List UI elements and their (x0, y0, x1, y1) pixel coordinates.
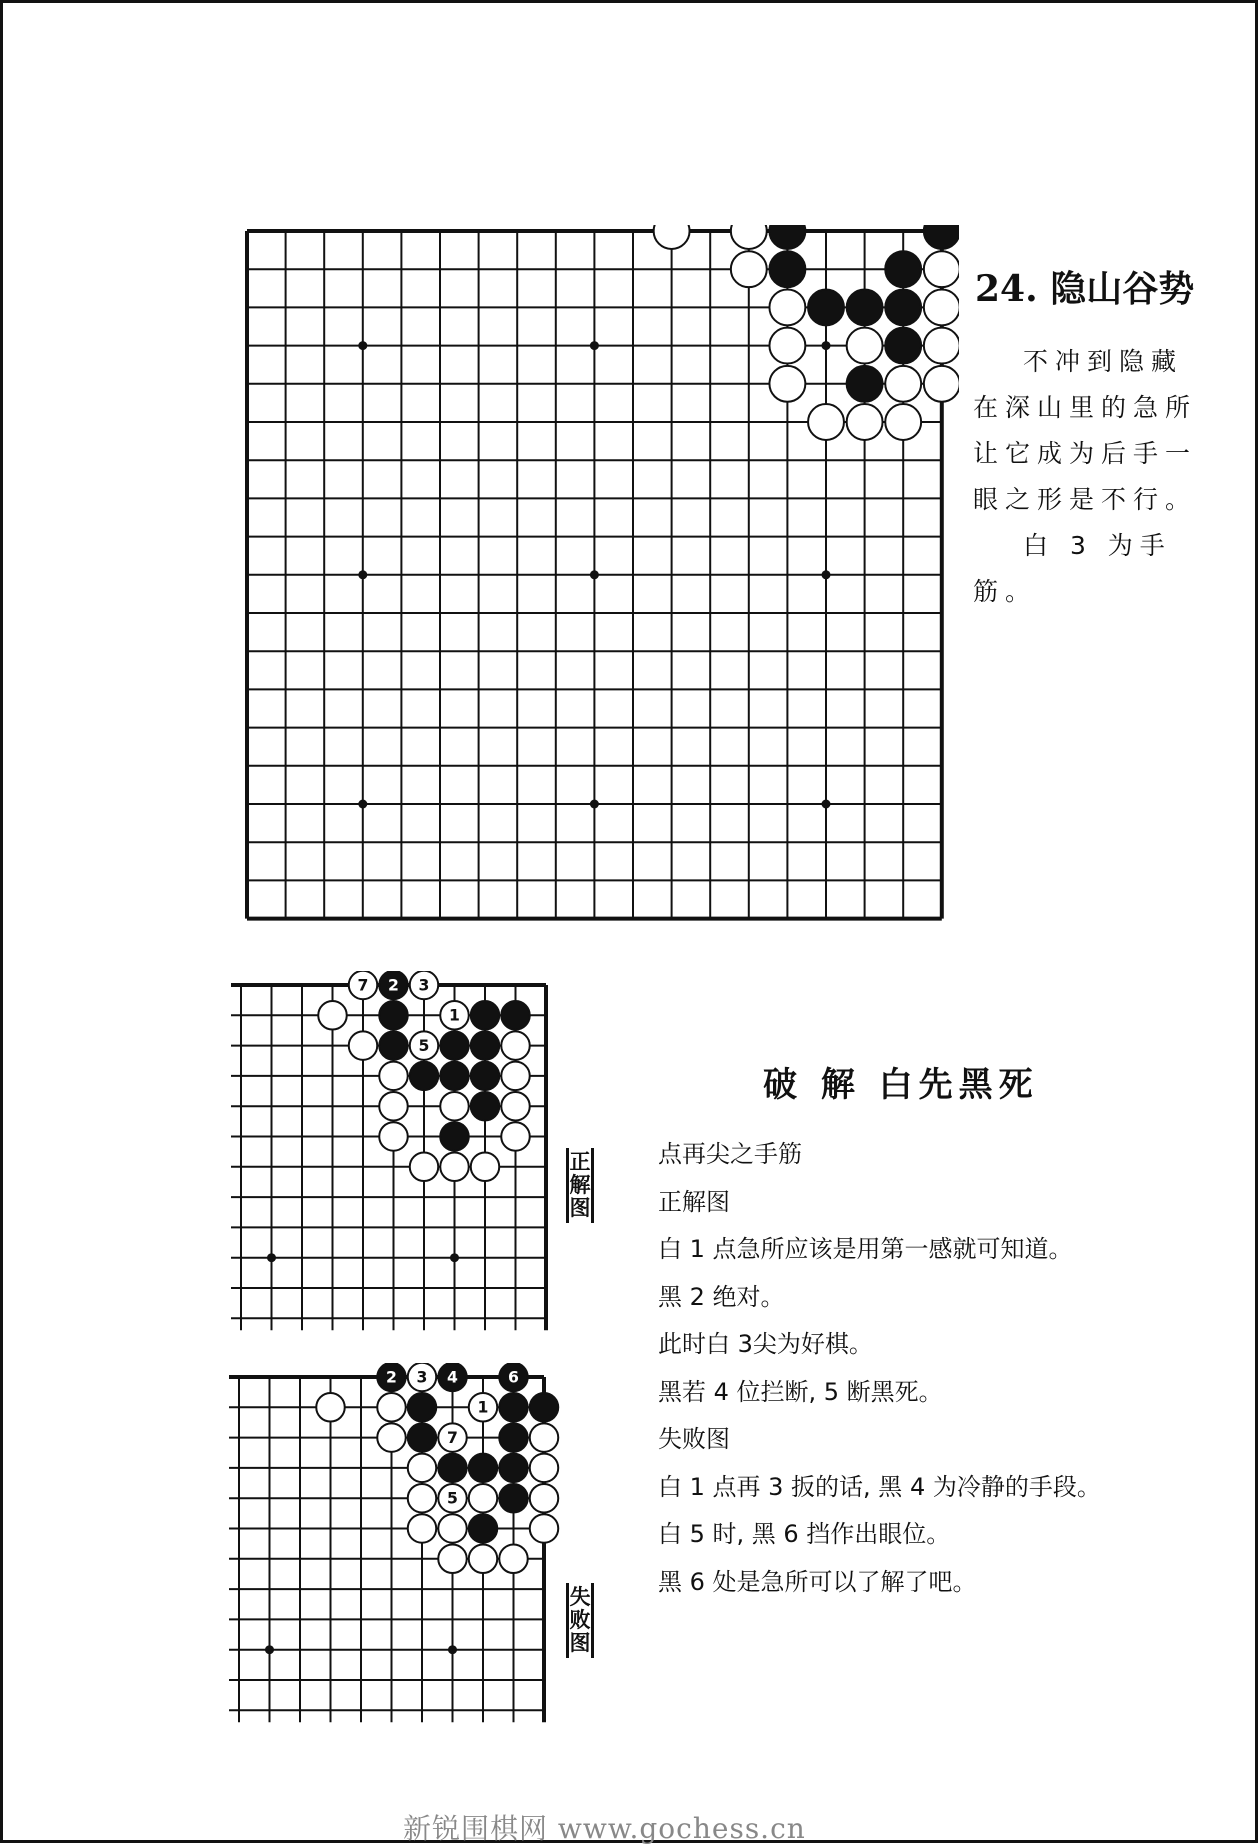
problem-description (973, 339, 1209, 615)
star-point (358, 570, 367, 579)
commentary-line: 黑若 4 位拦断, 5 断黑死。 (658, 1377, 943, 1406)
white-stone-body (530, 1454, 558, 1482)
white-stone-body (501, 1092, 529, 1120)
white-stone-body (440, 1153, 468, 1181)
star-point (358, 341, 367, 350)
white-stone-body (769, 328, 805, 364)
white-stone-body (769, 289, 805, 325)
white-stone (501, 1031, 529, 1059)
black-stone-body (440, 1062, 468, 1090)
black-stone-body (924, 225, 959, 249)
white-stone-body (847, 328, 883, 364)
white-stone-body (847, 404, 883, 440)
black-stone (469, 1514, 497, 1542)
white-stone-body (438, 1545, 466, 1573)
black-stone-body (847, 289, 883, 325)
solution-diagram-label (566, 1148, 594, 1223)
black-stone-body (440, 1031, 468, 1059)
white-stone (885, 404, 921, 440)
black-stone (530, 1393, 558, 1421)
commentary (658, 1131, 1218, 1606)
white-stone-body (501, 1122, 529, 1150)
star-point (450, 1253, 459, 1262)
white-stone (469, 1393, 497, 1421)
black-stone (471, 1031, 499, 1059)
black-stone (408, 1393, 436, 1421)
black-stone-body (501, 1001, 529, 1029)
white-stone (885, 366, 921, 402)
black-stone (440, 1122, 468, 1150)
commentary-line: 白 1 点急所应该是用第一感就可知道。 (658, 1235, 1073, 1263)
white-stone-body (924, 251, 959, 287)
white-stone-body (379, 1062, 407, 1090)
white-stone (349, 1031, 377, 1059)
white-stone (924, 251, 959, 287)
move-number: 1 (477, 1397, 489, 1417)
footer-watermark: 新锐围棋网 www.gochess.cn (403, 1812, 806, 1845)
white-stone (530, 1484, 558, 1512)
black-stone-body (885, 289, 921, 325)
black-stone (499, 1484, 527, 1512)
move-number: 6 (508, 1367, 519, 1387)
black-stone-body (499, 1484, 527, 1512)
black-stone-body (885, 251, 921, 287)
commentary-line: 正解图 (658, 1187, 730, 1216)
black-stone-body (499, 1454, 527, 1482)
white-stone-body (885, 404, 921, 440)
move-number: 2 (388, 975, 399, 995)
failure-label-text: 失败图 (569, 1585, 591, 1655)
black-stone (440, 1062, 468, 1090)
black-stone (847, 366, 883, 402)
white-stone-body (408, 1514, 436, 1542)
white-stone (501, 1122, 529, 1150)
black-stone (440, 1031, 468, 1059)
star-point (358, 800, 367, 809)
black-stone (379, 1031, 407, 1059)
white-stone-body (769, 366, 805, 402)
black-stone (471, 1092, 499, 1120)
black-stone (379, 1001, 407, 1029)
white-stone (808, 404, 844, 440)
white-stone-body (410, 1153, 438, 1181)
move-number: 2 (386, 1367, 397, 1387)
commentary-line: 此时白 3尖为好棋。 (658, 1330, 873, 1358)
star-point (267, 1253, 276, 1262)
white-stone-body (408, 1454, 436, 1482)
white-stone (654, 225, 690, 249)
white-stone (318, 1001, 346, 1029)
black-stone-body (469, 1514, 497, 1542)
white-stone (499, 1545, 527, 1573)
white-stone-body (499, 1545, 527, 1573)
white-stone (438, 1514, 466, 1542)
black-stone (379, 971, 407, 999)
white-stone-body (318, 1001, 346, 1029)
white-stone (438, 1545, 466, 1573)
white-stone-body (530, 1514, 558, 1542)
black-stone-body (769, 251, 805, 287)
white-stone (769, 366, 805, 402)
description-paragraph: 白 3 为手筋。 (973, 531, 1172, 606)
white-stone-body (885, 366, 921, 402)
move-number: 3 (416, 1367, 428, 1387)
white-stone (440, 1153, 468, 1181)
white-stone (379, 1122, 407, 1150)
black-stone (808, 289, 844, 325)
commentary-line: 黑 6 处是急所可以了解了吧。 (658, 1567, 977, 1596)
white-stone (731, 251, 767, 287)
problem-board (243, 225, 959, 927)
black-stone (885, 328, 921, 364)
white-stone-body (438, 1514, 466, 1542)
black-stone (408, 1423, 436, 1451)
white-stone (501, 1062, 529, 1090)
white-stone (408, 1484, 436, 1512)
failure-diagram-label (566, 1583, 594, 1658)
white-stone-body (316, 1393, 344, 1421)
white-stone (469, 1545, 497, 1573)
star-point (822, 570, 831, 579)
star-point (822, 800, 831, 809)
white-stone-body (924, 289, 959, 325)
white-stone (501, 1092, 529, 1120)
white-stone (847, 404, 883, 440)
black-stone-body (379, 1001, 407, 1029)
black-stone-body (408, 1423, 436, 1451)
white-stone (769, 289, 805, 325)
black-stone-body (847, 366, 883, 402)
white-stone-body (408, 1484, 436, 1512)
star-point (448, 1645, 457, 1654)
white-stone (530, 1423, 558, 1451)
black-stone (885, 251, 921, 287)
commentary-line: 点再尖之手筋 (658, 1140, 802, 1168)
white-stone (471, 1153, 499, 1181)
solution-diagram (229, 971, 561, 1341)
white-stone (469, 1484, 497, 1512)
white-stone (924, 366, 959, 402)
black-stone (847, 289, 883, 325)
white-stone-body (501, 1031, 529, 1059)
solution-label-text: 正解图 (569, 1150, 591, 1220)
commentary-line: 白 5 时, 黑 6 挡作出眼位。 (658, 1520, 951, 1548)
commentary-line: 失败图 (658, 1425, 730, 1453)
black-stone-body (471, 1001, 499, 1029)
white-stone (440, 1001, 468, 1029)
move-number: 5 (447, 1488, 458, 1508)
white-stone-body (379, 1122, 407, 1150)
black-stone-body (469, 1454, 497, 1482)
white-stone-body (377, 1423, 405, 1451)
white-stone (438, 1423, 466, 1451)
black-stone-body (408, 1393, 436, 1421)
white-stone-body (808, 404, 844, 440)
black-stone (438, 1363, 466, 1391)
white-stone (410, 1031, 438, 1059)
description-paragraph: 不冲到隐藏在深山里的急所让它成为后手一眼之形是不行。 (973, 347, 1198, 514)
white-stone-body (349, 1031, 377, 1059)
black-stone-body (499, 1423, 527, 1451)
white-stone-body (377, 1393, 405, 1421)
white-stone (377, 1393, 405, 1421)
move-number: 1 (449, 1005, 460, 1025)
white-stone-body (654, 225, 690, 249)
black-stone (499, 1423, 527, 1451)
black-stone-body (410, 1062, 438, 1090)
white-stone-body (471, 1153, 499, 1181)
black-stone-body (499, 1393, 527, 1421)
black-stone-body (379, 1031, 407, 1059)
star-point (822, 341, 831, 350)
move-number: 7 (357, 975, 369, 995)
black-stone (885, 289, 921, 325)
white-stone (377, 1423, 405, 1451)
black-stone (501, 1001, 529, 1029)
white-stone (847, 328, 883, 364)
failure-diagram (229, 1363, 561, 1733)
star-point (265, 1645, 274, 1654)
black-stone-body (438, 1454, 466, 1482)
white-stone (530, 1514, 558, 1542)
white-stone (379, 1062, 407, 1090)
star-point (590, 800, 599, 809)
move-number: 4 (447, 1367, 458, 1387)
white-stone-body (530, 1423, 558, 1451)
black-stone (410, 1062, 438, 1090)
white-stone (440, 1092, 468, 1120)
move-number: 5 (418, 1036, 430, 1056)
white-stone (731, 225, 767, 249)
problem-title-text: 隐山谷势 (1050, 269, 1195, 310)
white-stone (924, 289, 959, 325)
white-stone-body (469, 1545, 497, 1573)
problem-title (975, 261, 1194, 312)
black-stone-body (471, 1092, 499, 1120)
star-point (590, 341, 599, 350)
black-stone (438, 1454, 466, 1482)
black-stone-body (471, 1062, 499, 1090)
black-stone-body (808, 289, 844, 325)
star-point (590, 570, 599, 579)
black-stone (471, 1062, 499, 1090)
commentary-line: 黑 2 绝对。 (658, 1282, 785, 1311)
commentary-line: 白 1 点再 3 扳的话, 黑 4 为冷静的手段。 (658, 1472, 1101, 1501)
white-stone (349, 971, 377, 999)
white-stone-body (440, 1092, 468, 1120)
black-stone (469, 1454, 497, 1482)
white-stone (530, 1454, 558, 1482)
black-stone (924, 225, 959, 249)
white-stone-body (501, 1062, 529, 1090)
black-stone (769, 225, 805, 249)
white-stone (410, 971, 438, 999)
white-stone-body (379, 1092, 407, 1120)
white-stone (408, 1514, 436, 1542)
black-stone-body (885, 328, 921, 364)
black-stone (499, 1363, 527, 1391)
problem-number: 24. (975, 268, 1038, 310)
black-stone (769, 251, 805, 287)
black-stone (499, 1393, 527, 1421)
white-stone (379, 1092, 407, 1120)
black-stone-body (471, 1031, 499, 1059)
move-number: 7 (447, 1428, 458, 1448)
white-stone-body (530, 1484, 558, 1512)
solution-heading: 破 解 白先黑死 (763, 1065, 1039, 1105)
black-stone-body (440, 1122, 468, 1150)
white-stone-body (924, 328, 959, 364)
black-stone-body (769, 225, 805, 249)
black-stone (499, 1454, 527, 1482)
move-number: 3 (418, 975, 430, 995)
white-stone (316, 1393, 344, 1421)
white-stone (769, 328, 805, 364)
white-stone-body (924, 366, 959, 402)
black-stone (471, 1001, 499, 1029)
white-stone-body (731, 251, 767, 287)
white-stone-body (731, 225, 767, 249)
white-stone (924, 328, 959, 364)
black-stone-body (530, 1393, 558, 1421)
white-stone-body (469, 1484, 497, 1512)
white-stone (408, 1454, 436, 1482)
white-stone (410, 1153, 438, 1181)
white-stone (408, 1363, 436, 1391)
black-stone (377, 1363, 405, 1391)
white-stone (438, 1484, 466, 1512)
